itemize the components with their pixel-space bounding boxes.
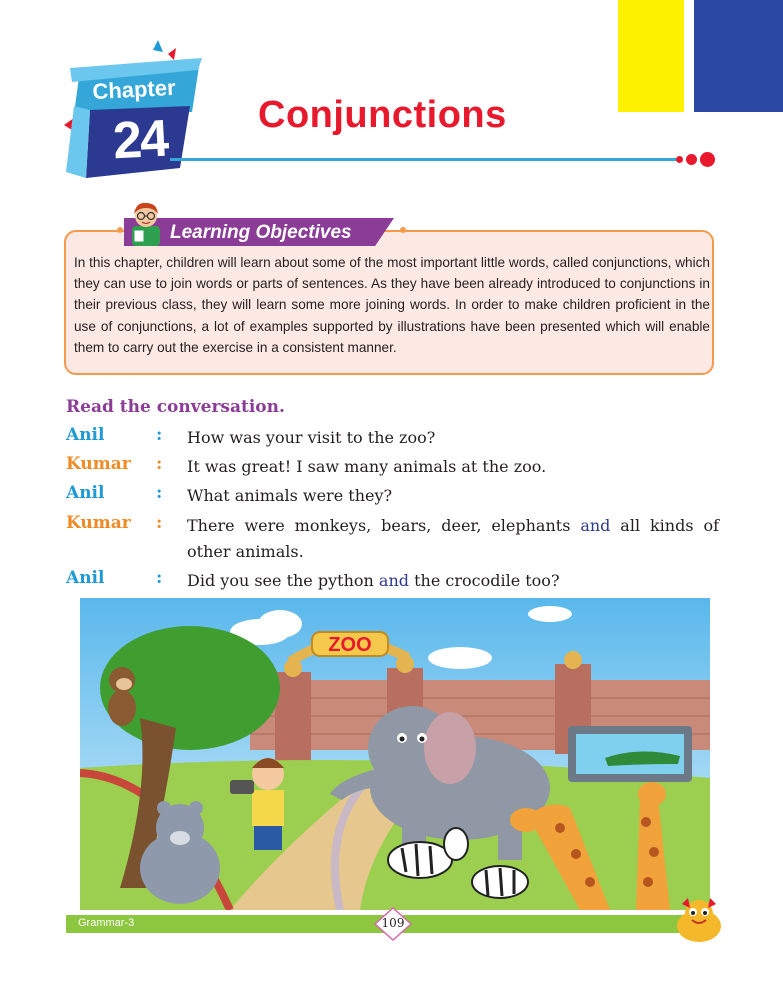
mascot-icon (672, 896, 726, 944)
speaker-colon: : (156, 568, 163, 588)
line-text-part: What animals were they? (187, 486, 393, 505)
speaker-name: Anil (66, 425, 105, 445)
speaker-colon: : (156, 425, 163, 445)
page-number: 109 (381, 916, 405, 930)
line-text-part: Did you see the python (187, 571, 379, 590)
line-text-part: How was your visit to the zoo? (187, 428, 436, 447)
line-text-part: all kinds of other animals. (187, 516, 720, 561)
conversation-line (66, 425, 726, 451)
line-text-part: It was great! I saw many animals at the zoo. (187, 457, 547, 476)
objectives-tab-dot-left (117, 227, 123, 233)
zoo-illustration (80, 598, 710, 910)
title-underline (170, 158, 680, 161)
speaker-colon: : (156, 483, 163, 503)
gate-pillar-left (275, 672, 311, 772)
title-dot-medium (686, 154, 697, 165)
chapter-label: Chapter (91, 74, 177, 105)
corner-yellow-block (618, 0, 684, 112)
teacher-icon (126, 200, 166, 246)
book-name: Grammar-3 (78, 917, 135, 929)
speaker-colon: : (156, 513, 163, 533)
conjunction-word: and (580, 516, 611, 535)
page-title: Conjunctions (258, 94, 507, 136)
speaker-colon: : (156, 454, 163, 474)
corner-blue-block (694, 0, 783, 112)
line-text (187, 513, 719, 565)
chapter-number: 24 (111, 109, 169, 171)
speaker-name: Kumar (66, 454, 131, 474)
zoo-sign-text: ZOO (328, 634, 372, 656)
speaker-name: Anil (66, 568, 105, 588)
speaker-name: Kumar (66, 513, 131, 533)
conjunction-word: and (378, 571, 409, 590)
line-text (187, 568, 719, 594)
conversation-line (66, 483, 726, 509)
title-dot-small (676, 156, 683, 163)
chapter-badge (60, 40, 210, 185)
speaker-name: Anil (66, 483, 105, 503)
objectives-text: In this chapter, children will learn about some of the most important little words, called conjunctions, which they can use to join words or parts of sentences. As they have been already introduced to conjunctions in their previous class, they will learn some more joining words. In order to make children proficient in the use of conjunctions, a lot of examples supported by illustrations have been presented which will enable them to carry out the exercise in a consistent manner. (74, 255, 710, 355)
title-dot-large (700, 152, 715, 167)
line-text (187, 425, 719, 451)
line-text-part: the crocodile too? (409, 571, 560, 590)
monkey (108, 667, 136, 726)
line-text (187, 454, 719, 480)
conversation-heading: Read the conversation. (66, 397, 285, 417)
conversation-line (66, 513, 726, 565)
line-text-part: There were monkeys, bears, deer, elephants (187, 516, 581, 535)
conversation-line (66, 568, 726, 594)
objectives-heading: Learning Objectives (170, 222, 352, 243)
line-text (187, 483, 719, 509)
objectives-tab-dot-right (400, 227, 406, 233)
conversation-line (66, 454, 726, 480)
